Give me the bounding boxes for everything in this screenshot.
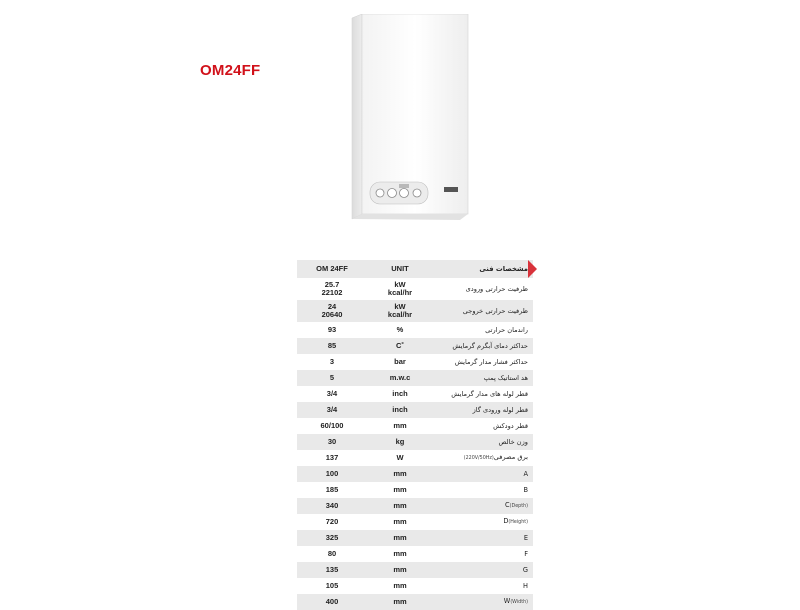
unit-column-header: UNIT [391, 264, 409, 273]
table-row [297, 498, 533, 514]
table-row [297, 530, 533, 546]
table-row [297, 278, 533, 300]
model-value: 3 [329, 357, 335, 366]
spec-label: حداکثر دمای آبگرم گرمایش [452, 342, 528, 350]
model-column-header: OM 24FF [316, 264, 348, 273]
unit-value: mm [393, 421, 407, 430]
model-value: 137 [325, 453, 339, 462]
spec-label: B [523, 486, 528, 494]
spec-label: قطر دودکش [493, 422, 528, 430]
model-value: 5 [329, 373, 335, 382]
spec-label: برق مصرفی(220V/50Hz) [463, 453, 528, 461]
boiler-product-image [348, 14, 472, 232]
unit-value: mm [393, 517, 407, 526]
unit-value: kW kcal/hr [387, 280, 413, 297]
unit-value: mm [393, 533, 407, 542]
spec-label: ظرفیت حرارتی ورودی [465, 285, 528, 293]
spec-note: (Depth) [509, 504, 528, 509]
spec-note: (Width) [510, 600, 528, 605]
spec-table-header [297, 260, 533, 278]
table-row [297, 482, 533, 498]
table-row [297, 450, 533, 466]
table-row [297, 402, 533, 418]
table-row [297, 300, 533, 322]
spec-label: وزن خالص [498, 438, 528, 446]
unit-value: inch [392, 405, 408, 414]
table-row [297, 562, 533, 578]
model-value: 325 [325, 533, 339, 542]
unit-value: mm [393, 469, 407, 478]
unit-value: C˚ [396, 341, 404, 350]
unit-value: mm [393, 597, 407, 606]
spec-note: (220V/50Hz) [463, 456, 494, 461]
unit-value: kg [395, 437, 405, 446]
model-value: 80 [327, 549, 337, 558]
header-marker-arrow [528, 260, 537, 278]
spec-label: A [523, 470, 528, 478]
unit-value: mm [393, 565, 407, 574]
model-value: 340 [325, 501, 339, 510]
unit-value: mm [393, 581, 407, 590]
spec-label: ظرفیت حرارتی خروجی [462, 307, 528, 315]
model-value: 30 [327, 437, 337, 446]
table-row [297, 386, 533, 402]
model-value: 400 [325, 597, 339, 606]
table-row [297, 418, 533, 434]
spec-label: E [523, 534, 528, 542]
unit-value: bar [394, 357, 406, 366]
model-value: 3/4 [326, 405, 338, 414]
spec-label: حداکثر فشار مدار گرمایش [454, 358, 528, 366]
model-value: 24 20640 [321, 302, 343, 319]
unit-value: mm [393, 501, 407, 510]
spec-label: C(Depth) [505, 501, 528, 509]
model-title: OM24FF [200, 62, 261, 79]
table-row [297, 594, 533, 610]
model-value: 93 [327, 325, 337, 334]
spec-table [297, 260, 533, 610]
table-row [297, 354, 533, 370]
spec-label: G [522, 566, 528, 574]
table-row [297, 546, 533, 562]
spec-note: (Height) [508, 520, 528, 525]
unit-value: % [396, 325, 404, 334]
model-value: 105 [325, 581, 339, 590]
unit-value: mm [393, 549, 407, 558]
spec-column-header: مشخصات فنی [479, 265, 528, 273]
model-value: 60/100 [320, 421, 344, 430]
spec-label: راندمان حرارتی [485, 326, 528, 334]
table-row [297, 338, 533, 354]
model-value: 3/4 [326, 389, 338, 398]
model-value: 100 [325, 469, 339, 478]
table-row [297, 578, 533, 594]
table-row [297, 514, 533, 530]
spec-label: W(Width) [503, 597, 528, 605]
table-row [297, 466, 533, 482]
spec-table-body [297, 278, 533, 610]
model-value: 85 [327, 341, 337, 350]
table-row [297, 370, 533, 386]
unit-value: m.w.c [389, 373, 411, 382]
model-value: 185 [325, 485, 339, 494]
spec-label: قطر لوله های مدار گرمایش [451, 390, 528, 398]
unit-value: inch [392, 389, 408, 398]
spec-label: F [524, 550, 528, 558]
model-value: 25.7 22102 [321, 280, 343, 297]
model-value: 135 [325, 565, 339, 574]
spec-label: H [523, 582, 528, 590]
spec-label: D(Height) [503, 517, 528, 525]
model-value: 720 [325, 517, 339, 526]
spec-label: قطر لوله ورودی گاز [472, 406, 528, 414]
unit-value: W [396, 453, 404, 462]
unit-value: mm [393, 485, 407, 494]
table-row [297, 434, 533, 450]
table-row [297, 322, 533, 338]
unit-value: kW kcal/hr [387, 302, 413, 319]
spec-label: هد استاتیک پمپ [483, 374, 528, 382]
